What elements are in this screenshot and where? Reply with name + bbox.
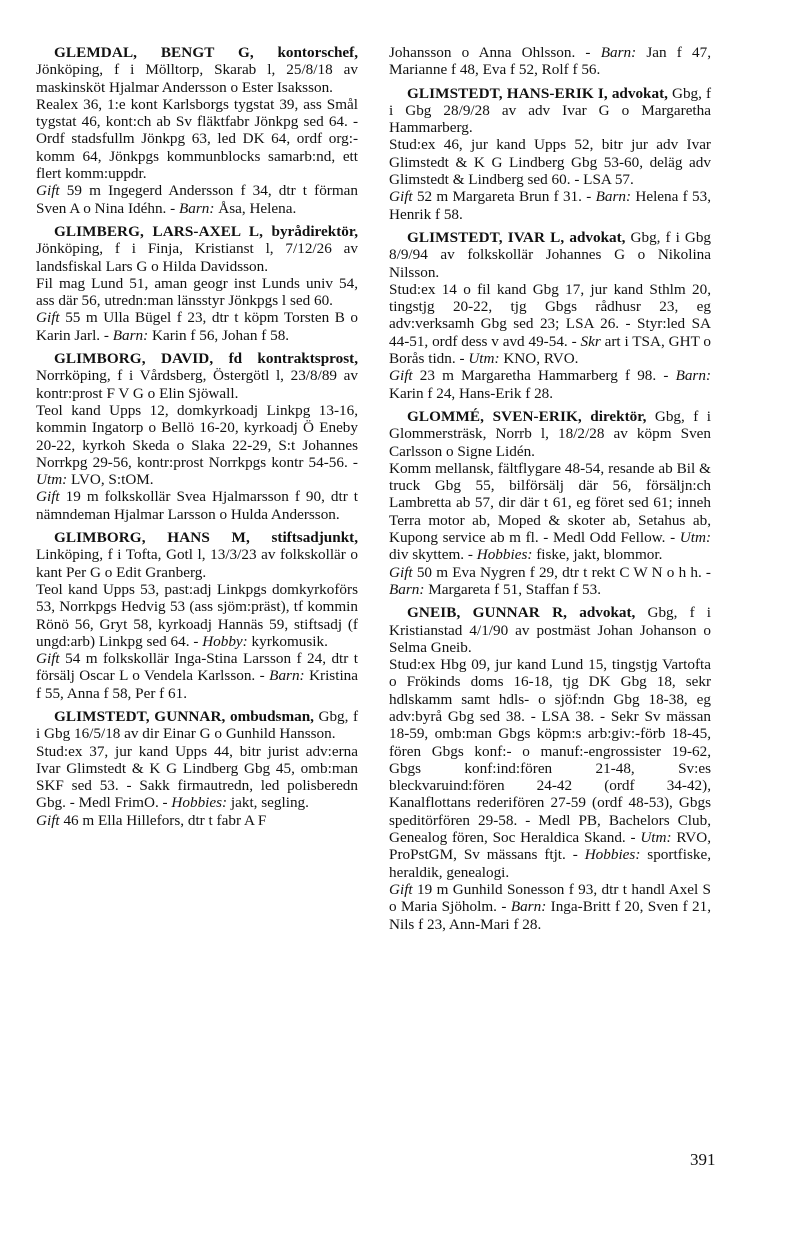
children-label: Barn: bbox=[112, 326, 149, 344]
biography-entry-continuation bbox=[389, 44, 711, 79]
entry-career-text: Teol kand Upps 53, past:adj Linkpgs domkyrkoförs 53, Norrkpgs Hedvig 53 (ass sjöm:präst), tf kommin Rönö 56, Gryt 58, kyrkoadj Hannäs 59, stiftsadj (f ungd:arb) Linkpg sed 64. - bbox=[36, 580, 358, 650]
entry-occupation: kontorschef, bbox=[277, 44, 359, 61]
entry-birth-info: Linköping, f i Tofta, Gotl l, 13/3/23 av folkskollär o kant Per G o Edit Granberg. bbox=[36, 546, 358, 581]
hobby-label: Hobby: bbox=[202, 632, 248, 650]
entry-name: GLEMDAL, BENGT G, bbox=[54, 44, 254, 61]
entry-family-text: 23 m Margaretha Hammarberg f 98. - bbox=[419, 367, 669, 385]
entry-name: GLOMMÉ, SVEN-ERIK, bbox=[407, 407, 582, 425]
entry-children-text: Helena f 53, Henrik f 58. bbox=[389, 188, 711, 223]
married-label: Gift bbox=[36, 182, 60, 200]
entry-honours-text: KNO, RVO. bbox=[503, 350, 579, 368]
hobbies-label: Hobbies: bbox=[584, 846, 641, 864]
entry-occupation: direktör, bbox=[590, 407, 647, 425]
entry-career bbox=[36, 402, 358, 488]
married-label: Gift bbox=[36, 488, 60, 506]
entry-career bbox=[36, 743, 358, 812]
children-label: Barn: bbox=[600, 44, 637, 61]
married-label: Gift bbox=[36, 309, 60, 327]
entry-head bbox=[36, 350, 358, 402]
left-column bbox=[36, 44, 358, 835]
entry-head bbox=[389, 604, 711, 656]
entry-occupation: advokat, bbox=[579, 604, 636, 622]
entry-career-text: Komm mellansk, fältflygare 48-54, resande ab Bil & truck Gbg 55, bilförsälj där 56, försäljn:ch Lambretta ab 57, dir där t 61, eg föret sed 61; inneh Terra motor ab, Moped & skoter ab, Setahus ab, Kupong service ab m fl. - Medl Odd Fellow. - bbox=[389, 459, 711, 547]
entry-career bbox=[36, 275, 358, 310]
married-label: Gift bbox=[389, 367, 413, 385]
entry-children-text: Åsa, Helena. bbox=[218, 199, 297, 217]
entry-family bbox=[36, 488, 358, 523]
entry-head bbox=[36, 708, 358, 743]
biography-entry bbox=[389, 604, 711, 933]
biography-entry bbox=[36, 708, 358, 829]
entry-name: GNEIB, GUNNAR R, bbox=[407, 604, 568, 622]
entry-children-text: Karin f 56, Johan f 58. bbox=[152, 326, 290, 344]
children-label: Barn: bbox=[595, 188, 632, 206]
biography-entry bbox=[36, 350, 358, 523]
entry-name: GLIMSTEDT, IVAR L, bbox=[407, 228, 565, 246]
entry-family-text: 55 m Ulla Bügel f 23, dtr t köpm Torsten B o Karin Jarl. - bbox=[36, 309, 359, 344]
entry-family-text: 50 m Eva Nygren f 29, dtr t rekt C W N o h h. - bbox=[416, 563, 711, 581]
entry-career-text: Stud:ex Hbg 09, jur kand Lund 15, tingstjg Vartofta o Frökinds doms 16-18, tjg DK Gbg 18, sekr hdlskamm samt hdls- o sjöf:ndn Gbg 18-38, eg adv:byrå Gbg sed 38. - LSA 38. - Sekr Sv mässan 18-59, omb:man Gbgs köpm:s arb:giv:-förb 18-45, fören Gbgs konf:- o manuf:-engrossister 19-62, Gbgs konf:ind:fören 21-48, Sv:es bleckvaruind:fören 24-42 (ordf 34-42), Kanalflottans rederifören 27-59 (ordf 48-53), Gbgs speditörfören 29-58. - Medl PB, Bachelors Club, Genealog fören, Soc Heraldica Skand. - bbox=[389, 656, 711, 847]
entry-career-text: Teol kand Upps 12, domkyrkoadj Linkpg 13-16, kommin Ingatorp o Bellö 16-20, kyrkoadj Ö Eneby 20-22, kyrkoh Skeda o Slaka 22-29, S:t Johannes Norrkpg 29-56, kontr:prost Norrkpgs kontr 54-56. - bbox=[36, 401, 358, 471]
entry-family-text: 59 m Ingegerd Andersson f 34, dtr t förman Sven A o Nina Idéhn. - bbox=[36, 182, 358, 217]
entry-hobbies-text: sportfiske, heraldik, genealogi. bbox=[389, 846, 711, 881]
entry-occupation: byrådirektör, bbox=[271, 222, 358, 240]
honours-label: Utm: bbox=[640, 829, 672, 847]
entry-career bbox=[389, 136, 711, 188]
entry-family bbox=[36, 182, 358, 217]
entry-hobbies-text: fiske, jakt, blommor. bbox=[536, 546, 663, 564]
entry-career-text: Stud:ex 14 o fil kand Gbg 17, jur kand Sthlm 20, tingstjg 20-22, tjg Gbgs rådhusr 23, eg adv:verksamh Gbg sed 23; LSA 26. - Styr:led SA 44-51, ordf dess v avd 49-54. - bbox=[389, 280, 711, 350]
children-label: Barn: bbox=[269, 667, 305, 685]
entry-children-text: Karin f 24, Hans-Erik f 28. bbox=[389, 384, 554, 402]
entry-name: GLIMBORG, HANS M, bbox=[54, 529, 250, 547]
entry-family bbox=[36, 812, 358, 829]
biography-entry bbox=[389, 85, 711, 223]
biography-entry bbox=[36, 44, 358, 217]
honours-label: Utm: bbox=[36, 471, 68, 489]
entry-family bbox=[389, 188, 711, 223]
entry-birth-info: Gbg, f i Glommersträsk, Norrb l, 18/2/28 av köpm Sven Carlsson o Signe Lidén. bbox=[389, 407, 712, 460]
biography-entry bbox=[36, 223, 358, 344]
writings-label: Skr bbox=[580, 332, 601, 350]
entry-birth-info: Jönköping, f i Mölltorp, Skarab l, 25/8/18 av maskinsköt Hjalmar Andersson o Ester Isaksson. bbox=[36, 61, 358, 96]
entry-occupation: ombudsman, bbox=[229, 707, 314, 725]
entry-career-text: Fil mag Lund 51, aman geogr inst Lunds univ 54, ass där 56, utredn:man länsstyr Jönkpgs l sed 60. bbox=[36, 274, 358, 310]
page-number: 391 bbox=[690, 1150, 716, 1169]
married-label: Gift bbox=[389, 188, 413, 206]
children-label: Barn: bbox=[389, 580, 425, 598]
honours-label: Utm: bbox=[679, 529, 712, 547]
entry-head bbox=[36, 223, 358, 275]
entry-family-text: 52 m Margareta Brun f 31. - bbox=[416, 188, 592, 206]
entry-name: GLIMBORG, DAVID, bbox=[54, 350, 214, 368]
biography-entry bbox=[36, 529, 358, 702]
biography-entry bbox=[389, 229, 711, 402]
entry-career bbox=[389, 460, 711, 564]
biography-entry bbox=[389, 408, 711, 598]
entry-continuation-text: Johansson o Anna Ohlsson. - bbox=[389, 44, 591, 61]
entry-name: GLIMBERG, LARS-AXEL L, bbox=[54, 222, 264, 240]
entry-head bbox=[389, 229, 711, 281]
entry-birth-info: Gbg, f i Gbg 16/5/18 av dir Einar G o Gunhild Hansson. bbox=[36, 707, 359, 743]
entry-family bbox=[389, 881, 711, 933]
entry-head bbox=[389, 85, 711, 137]
entry-family bbox=[36, 309, 358, 344]
entry-family-text: 54 m folkskollär Inga-Stina Larsson f 24, dtr t försälj Oscar L o Vendela Karlsson. - bbox=[36, 650, 358, 685]
entry-birth-info: Jönköping, f i Finja, Kristianst l, 7/12/26 av landsfiskal Lars G o Hilda Davidsson. bbox=[36, 240, 358, 275]
honours-label: Utm: bbox=[468, 350, 500, 368]
entry-occupation: stiftsadjunkt, bbox=[271, 529, 358, 547]
entry-children-text: Margareta f 51, Staffan f 53. bbox=[428, 580, 602, 598]
entry-occupation: advokat, bbox=[611, 84, 668, 102]
entry-honours-text: RVO, ProPstGM, Sv mässans ftjt. - bbox=[389, 829, 711, 864]
hobbies-label: Hobbies: bbox=[171, 794, 228, 812]
entry-children-text: Jan f 47, Marianne f 48, Eva f 52, Rolf f 56. bbox=[389, 44, 712, 79]
entry-children-text: Inga-Britt f 20, Sven f 21, Nils f 23, Ann-Mari f 28. bbox=[389, 898, 712, 933]
married-label: Gift bbox=[36, 650, 60, 668]
entry-career bbox=[36, 96, 358, 182]
entry-family bbox=[36, 650, 358, 702]
entry-birth-info: Norrköping, f i Vårdsberg, Östergötl l, 23/8/89 av kontr:prost F V G o Elin Sjöwall. bbox=[36, 367, 358, 402]
entry-career bbox=[389, 656, 711, 881]
entry-occupation: advokat, bbox=[569, 228, 626, 246]
hobbies-label: Hobbies: bbox=[476, 546, 533, 564]
entry-head bbox=[389, 408, 711, 460]
right-column bbox=[389, 44, 711, 939]
entry-career-text: Stud:ex 37, jur kand Upps 44, bitr jurist adv:erna Ivar Glimstedt & K G Lindberg Gbg 45, omb:man SKF sed 53. - Sakk firmautredn, led polisberedn Gbg. - Medl FrimO. - bbox=[36, 742, 358, 812]
entry-birth-info: Gbg, f i Gbg 8/9/94 av folkskollär Johannes G o Nikolina Nilsson. bbox=[389, 228, 712, 281]
entry-family bbox=[389, 564, 711, 599]
entry-head bbox=[36, 529, 358, 581]
entry-family bbox=[389, 367, 711, 402]
entry-children-text: Kristina f 55, Anna f 58, Per f 61. bbox=[36, 667, 358, 702]
married-label: Gift bbox=[36, 811, 60, 829]
entry-family-text: 46 m Ella Hillefors, dtr t fabr A F bbox=[63, 811, 267, 829]
entry-name: GLIMSTEDT, HANS-ERIK I, bbox=[407, 84, 608, 102]
entry-hobby-text: kyrkomusik. bbox=[251, 632, 328, 650]
married-label: Gift bbox=[389, 880, 413, 898]
children-label: Barn: bbox=[510, 898, 547, 916]
entry-birth-info: Gbg, f i Gbg 28/9/28 av adv Ivar G o Margaretha Hammarberg. bbox=[389, 84, 712, 137]
entry-occupation: fd kontraktsprost, bbox=[228, 350, 358, 368]
entry-honours-text: div skyttem. - bbox=[389, 546, 473, 564]
entry-birth-info: Gbg, f i Kristianstad 4/1/90 av postmäst Johan Johanson o Selma Gneib. bbox=[389, 604, 712, 656]
children-label: Barn: bbox=[179, 199, 215, 217]
entry-head bbox=[36, 44, 358, 96]
entry-career-text: Stud:ex 46, jur kand Upps 52, bitr jur adv Ivar Glimstedt & K G Lindberg Gbg 53-60, deläg adv Glimstedt & Lindberg sed 60. - LSA 57. bbox=[389, 136, 711, 189]
married-label: Gift bbox=[389, 563, 413, 581]
entry-family-text: 19 m folkskollär Svea Hjalmarsson f 90, dtr t nämndeman Hjalmar Larsson o Hulda Andersson. bbox=[36, 488, 358, 523]
entry-honours-text: LVO, S:tOM. bbox=[71, 471, 154, 489]
entry-career-text: Realex 36, 1:e kont Karlsborgs tygstat 39, ass Smål tygstat 46, kont:ch ab Sv fläktfabr Jönkpg sed 64. - Ordf stadsfullm Jönkpg 63, led DK 64, ordf org:-komm 64, Jönkpgs kommunblocks samarb:nd, ett flert komm:uppdr. bbox=[36, 95, 358, 183]
entry-career bbox=[389, 281, 711, 367]
children-label: Barn: bbox=[675, 367, 711, 385]
entry-career bbox=[36, 581, 358, 650]
entry-name: GLIMSTEDT, GUNNAR, bbox=[54, 707, 226, 725]
entry-writings-text: art i TSA, GHT o Borås tidn. - bbox=[389, 332, 712, 368]
entry-family bbox=[389, 44, 711, 79]
entry-hobbies-text: jakt, segling. bbox=[230, 794, 309, 812]
entry-family-text: 19 m Gunhild Sonesson f 93, dtr t handl Axel S o Maria Sjöholm. - bbox=[389, 880, 712, 916]
